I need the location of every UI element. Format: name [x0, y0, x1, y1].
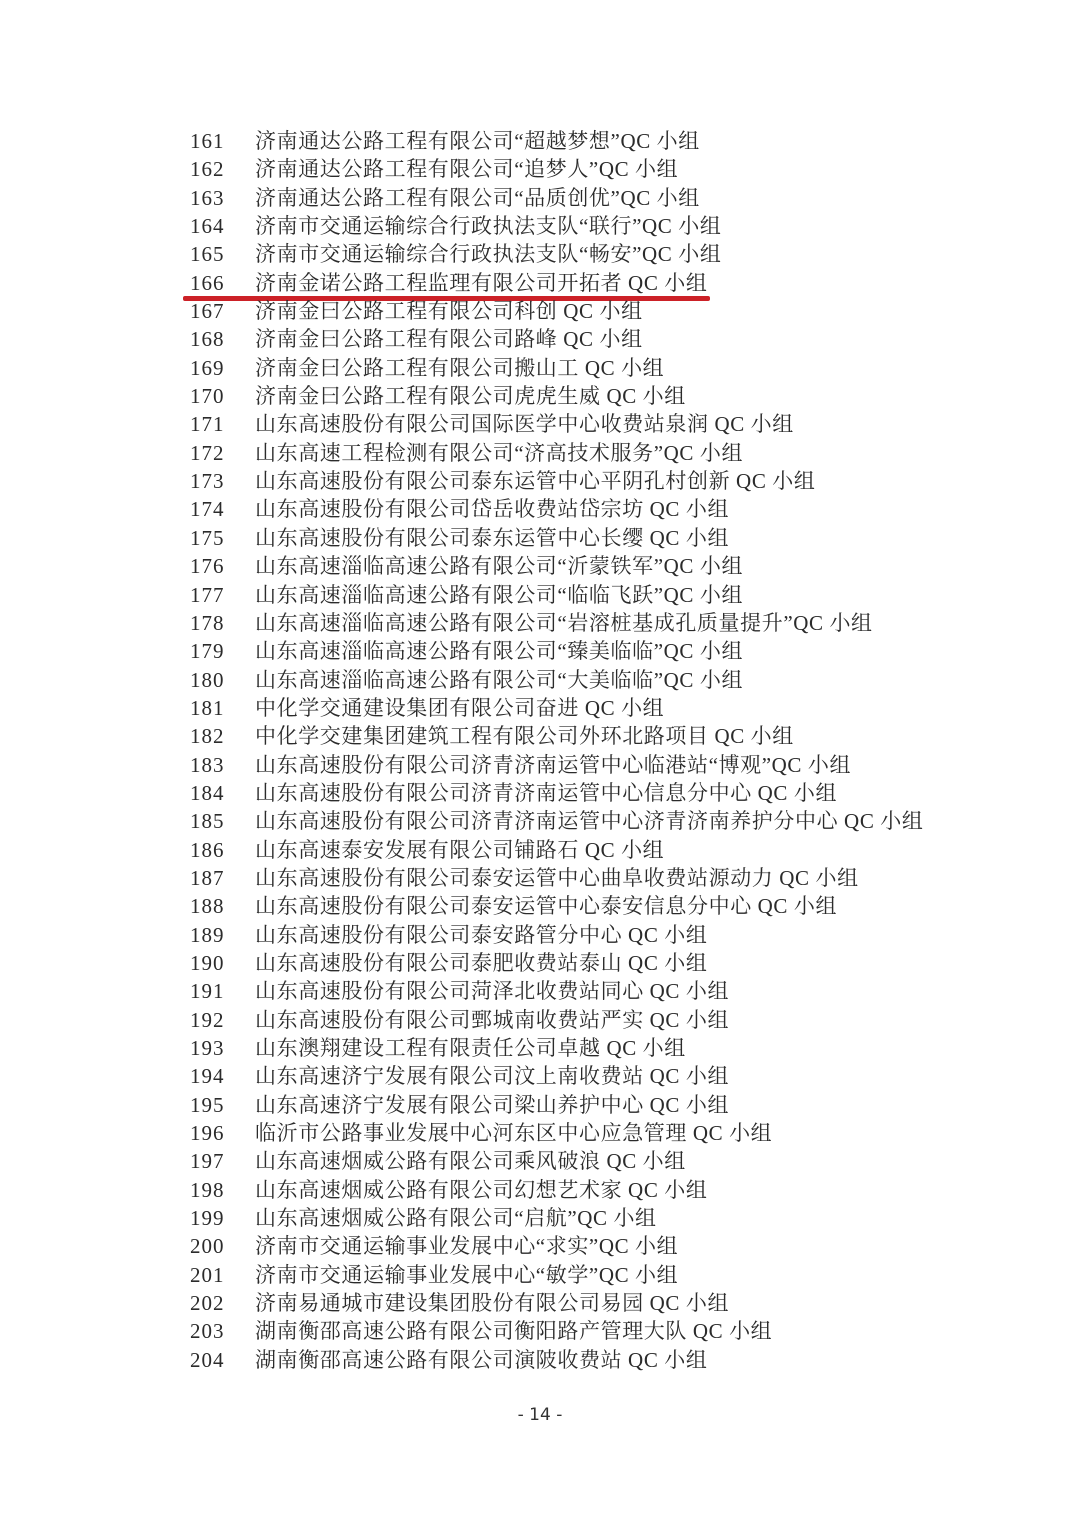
list-item [190, 127, 1020, 155]
list-item [190, 779, 1020, 807]
item-number: 202 [190, 1291, 225, 1316]
item-text: 山东高速股份有限公司岱岳收费站岱宗坊 QC 小组 [255, 497, 730, 522]
item-text: 山东高速股份有限公司泰东运管中心长缨 QC 小组 [255, 525, 730, 550]
item-text: 山东高速烟威公路有限公司“启航”QC 小组 [255, 1206, 657, 1231]
item-number: 199 [190, 1206, 225, 1231]
page-number: - 14 - [517, 1405, 563, 1425]
list-item [190, 1232, 1020, 1260]
item-text: 山东高速淄临高速公路有限公司“岩溶桩基成孔质量提升”QC 小组 [255, 610, 873, 635]
item-text: 山东高速股份有限公司泰东运管中心平阴孔村创新 QC 小组 [255, 469, 816, 494]
list-item [190, 581, 1020, 609]
item-number: 192 [190, 1007, 225, 1032]
item-text: 山东高速烟威公路有限公司幻想艺术家 QC 小组 [255, 1177, 708, 1202]
list-item [190, 1062, 1020, 1090]
item-text: 济南易通城市建设集团股份有限公司易园 QC 小组 [255, 1291, 730, 1316]
list-item [190, 1261, 1020, 1289]
list-item [190, 552, 1020, 580]
item-text: 湖南衡邵高速公路有限公司衡阳路产管理大队 QC 小组 [255, 1319, 773, 1344]
item-number: 173 [190, 469, 225, 494]
list-item [190, 410, 1020, 438]
item-text: 山东高速股份有限公司菏泽北收费站同心 QC 小组 [255, 979, 730, 1004]
item-number: 197 [190, 1149, 225, 1174]
item-number: 182 [190, 724, 225, 749]
list-item [190, 1176, 1020, 1204]
item-text: 济南金曰公路工程有限公司路峰 QC 小组 [255, 327, 643, 352]
item-text: 山东澳翔建设工程有限责任公司卓越 QC 小组 [255, 1036, 686, 1060]
item-number: 172 [190, 440, 225, 465]
item-text: 济南通达公路工程有限公司“品质创优”QC 小组 [255, 185, 700, 210]
list-item [190, 921, 1020, 949]
item-text: 山东高速淄临高速公路有限公司“临临飞跃”QC 小组 [255, 582, 744, 607]
item-text: 济南市交通运输综合行政执法支队“畅安”QC 小组 [255, 242, 722, 267]
item-text: 山东高速淄临高速公路有限公司“沂蒙铁军”QC 小组 [255, 554, 744, 579]
item-text: 山东高速烟威公路有限公司乘风破浪 QC 小组 [255, 1149, 686, 1174]
item-number: 177 [190, 582, 225, 607]
item-number: 200 [190, 1234, 225, 1259]
item-number: 164 [190, 214, 225, 239]
item-number: 184 [190, 780, 225, 805]
item-text: 中化学交通建设集团有限公司奋进 QC 小组 [255, 695, 665, 720]
list-item [190, 354, 1020, 382]
item-number: 190 [190, 950, 225, 975]
item-text: 山东高速股份有限公司济青济南运管中心信息分中心 QC 小组 [255, 780, 838, 805]
list-item [190, 240, 1020, 268]
item-number: 195 [190, 1092, 225, 1117]
item-number: 201 [190, 1262, 225, 1287]
item-text: 中化学交建集团建筑工程有限公司外环北路项目 QC 小组 [255, 724, 794, 749]
item-number: 187 [190, 865, 225, 890]
item-text: 山东高速淄临高速公路有限公司“臻美临临”QC 小组 [255, 639, 744, 664]
item-number: 181 [190, 695, 225, 720]
item-text: 济南通达公路工程有限公司“超越梦想”QC 小组 [255, 129, 700, 153]
item-number: 189 [190, 922, 225, 947]
item-text: 山东高速股份有限公司泰安路管分中心 QC 小组 [255, 922, 708, 947]
item-text: 湖南衡邵高速公路有限公司演陂收费站 QC 小组 [255, 1347, 708, 1372]
item-number: 168 [190, 327, 225, 352]
list-item [190, 1006, 1020, 1034]
item-number: 174 [190, 497, 225, 522]
item-text: 山东高速济宁发展有限公司汶上南收费站 QC 小组 [255, 1064, 730, 1089]
list-item [190, 949, 1020, 977]
item-number: 167 [190, 299, 225, 324]
item-number: 163 [190, 185, 225, 210]
list-item [190, 382, 1020, 410]
item-number: 179 [190, 639, 225, 664]
item-number: 176 [190, 554, 225, 579]
list-item [190, 836, 1020, 864]
list-item [190, 1119, 1020, 1147]
list-item [190, 467, 1020, 495]
list-item [190, 297, 1020, 325]
list-item [190, 864, 1020, 892]
item-text: 济南金曰公路工程有限公司虎虎生威 QC 小组 [255, 384, 686, 409]
list-item [190, 325, 1020, 353]
qc-group-list [190, 127, 1020, 1374]
item-text: 济南金诺公路工程监理有限公司开拓者 QC 小组 [255, 270, 708, 295]
list-item [190, 212, 1020, 240]
item-number: 170 [190, 384, 225, 409]
list-item [190, 751, 1020, 779]
item-number: 166 [190, 270, 225, 295]
item-text: 济南市交通运输事业发展中心“敏学”QC 小组 [255, 1262, 679, 1287]
item-number: 162 [190, 157, 225, 182]
item-number: 186 [190, 837, 225, 862]
list-item [190, 722, 1020, 750]
list-item [190, 1346, 1020, 1374]
item-number: 171 [190, 412, 225, 437]
item-number: 188 [190, 894, 225, 919]
item-number: 185 [190, 809, 225, 834]
item-text: 济南通达公路工程有限公司“追梦人”QC 小组 [255, 157, 679, 182]
item-text: 济南市交通运输综合行政执法支队“联行”QC 小组 [255, 214, 722, 239]
item-text: 山东高速股份有限公司济青济南运管中心临港站“博观”QC 小组 [255, 752, 852, 777]
item-text: 山东高速股份有限公司泰安运管中心泰安信息分中心 QC 小组 [255, 894, 838, 919]
item-number: 193 [190, 1036, 225, 1060]
item-text: 临沂市公路事业发展中心河东区中心应急管理 QC 小组 [255, 1121, 773, 1146]
list-item [190, 694, 1020, 722]
item-text: 山东高速济宁发展有限公司梁山养护中心 QC 小组 [255, 1092, 730, 1117]
list-item [190, 1317, 1020, 1345]
list-item [190, 807, 1020, 835]
item-text: 山东高速工程检测有限公司“济高技术服务”QC 小组 [255, 440, 744, 465]
list-item [190, 892, 1020, 920]
list-item [190, 609, 1020, 637]
item-number: 198 [190, 1177, 225, 1202]
item-text: 山东高速股份有限公司济青济南运管中心济青济南养护分中心 QC 小组 [255, 809, 924, 834]
item-text: 济南市交通运输事业发展中心“求实”QC 小组 [255, 1234, 679, 1259]
item-number: 165 [190, 242, 225, 267]
item-number: 178 [190, 610, 225, 635]
item-text: 山东高速股份有限公司国际医学中心收费站泉润 QC 小组 [255, 412, 794, 437]
item-number: 196 [190, 1121, 225, 1146]
list-item [190, 666, 1020, 694]
item-text: 山东高速股份有限公司泰肥收费站泰山 QC 小组 [255, 950, 708, 975]
list-item [190, 1204, 1020, 1232]
item-number: 203 [190, 1319, 225, 1344]
item-text: 山东高速股份有限公司鄄城南收费站严实 QC 小组 [255, 1007, 730, 1032]
list-item [190, 977, 1020, 1005]
item-number: 175 [190, 525, 225, 550]
list-item [190, 1147, 1020, 1175]
list-item [190, 524, 1020, 552]
list-item [190, 155, 1020, 183]
list-item [190, 1034, 1020, 1062]
item-number: 194 [190, 1064, 225, 1089]
list-item [190, 439, 1020, 467]
list-item [190, 1289, 1020, 1317]
item-number: 183 [190, 752, 225, 777]
list-item [190, 269, 1020, 297]
item-number: 180 [190, 667, 225, 692]
list-item [190, 1091, 1020, 1119]
list-item [190, 184, 1020, 212]
item-text: 济南金曰公路工程有限公司科创 QC 小组 [255, 299, 643, 324]
item-number: 161 [190, 129, 225, 153]
item-text: 山东高速泰安发展有限公司铺路石 QC 小组 [255, 837, 665, 862]
item-number: 204 [190, 1347, 225, 1372]
list-item [190, 637, 1020, 665]
item-number: 191 [190, 979, 225, 1004]
item-text: 山东高速淄临高速公路有限公司“大美临临”QC 小组 [255, 667, 744, 692]
list-item [190, 495, 1020, 523]
item-text: 济南金曰公路工程有限公司搬山工 QC 小组 [255, 355, 665, 380]
item-text: 山东高速股份有限公司泰安运管中心曲阜收费站源动力 QC 小组 [255, 865, 859, 890]
item-number: 169 [190, 355, 225, 380]
